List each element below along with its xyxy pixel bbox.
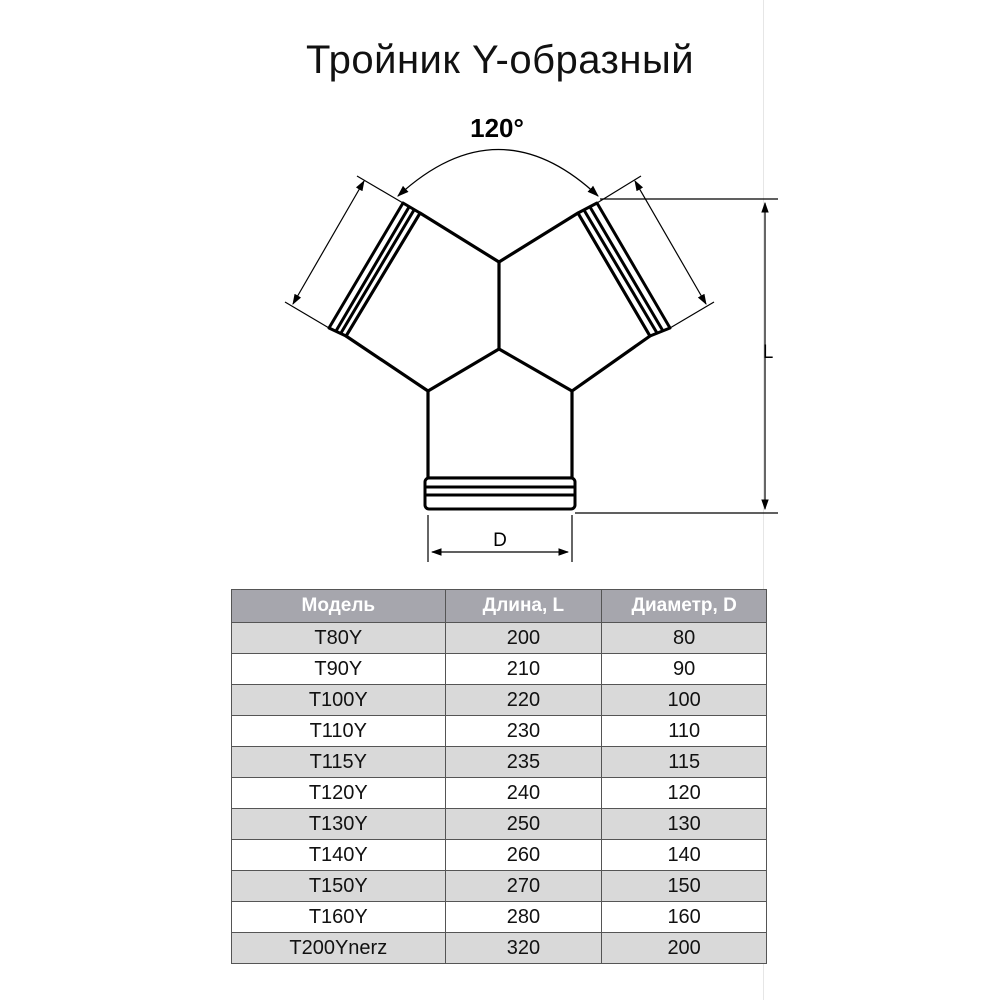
cell-model: T110Y bbox=[232, 716, 446, 747]
left-ext-line-bottom bbox=[285, 302, 329, 328]
cell-length: 250 bbox=[445, 809, 602, 840]
cell-model: T200Ynerz bbox=[232, 933, 446, 964]
table-row bbox=[232, 654, 767, 685]
right-ext-line-bottom bbox=[670, 302, 714, 328]
cell-diameter: 140 bbox=[602, 840, 767, 871]
table-row bbox=[232, 747, 767, 778]
diameter-label: D bbox=[493, 530, 507, 551]
cell-diameter: 110 bbox=[602, 716, 767, 747]
page-title: Тройник Y-образный bbox=[305, 38, 695, 82]
cell-length: 280 bbox=[445, 902, 602, 933]
bottom-collar bbox=[425, 478, 575, 509]
table-row bbox=[232, 623, 767, 654]
angle-label: 120° bbox=[470, 113, 524, 143]
table-header-row bbox=[232, 590, 767, 623]
header-length: Длина, L bbox=[445, 590, 602, 623]
diameter-dimension bbox=[428, 515, 572, 562]
header-model: Модель bbox=[232, 590, 446, 623]
table-row bbox=[232, 933, 767, 964]
angle-dimension bbox=[398, 113, 598, 196]
cell-model: T80Y bbox=[232, 623, 446, 654]
cell-length: 230 bbox=[445, 716, 602, 747]
table-row bbox=[232, 871, 767, 902]
angle-arc bbox=[398, 150, 598, 197]
cell-diameter: 80 bbox=[602, 623, 767, 654]
table-row bbox=[232, 809, 767, 840]
cell-diameter: 160 bbox=[602, 902, 767, 933]
cell-length: 270 bbox=[445, 871, 602, 902]
table-row bbox=[232, 840, 767, 871]
cell-model: T160Y bbox=[232, 902, 446, 933]
cell-length: 210 bbox=[445, 654, 602, 685]
table-row bbox=[232, 778, 767, 809]
cell-model: T130Y bbox=[232, 809, 446, 840]
cell-length: 320 bbox=[445, 933, 602, 964]
table-row bbox=[232, 685, 767, 716]
header-diameter: Диаметр, D bbox=[602, 590, 767, 623]
cell-diameter: 130 bbox=[602, 809, 767, 840]
cell-length: 240 bbox=[445, 778, 602, 809]
left-ext-line-top bbox=[357, 176, 403, 203]
table-row bbox=[232, 902, 767, 933]
cell-model: T100Y bbox=[232, 685, 446, 716]
cell-model: T120Y bbox=[232, 778, 446, 809]
spec-table bbox=[231, 589, 767, 964]
cell-diameter: 150 bbox=[602, 871, 767, 902]
cell-model: T140Y bbox=[232, 840, 446, 871]
cell-diameter: 120 bbox=[602, 778, 767, 809]
cell-diameter: 100 bbox=[602, 685, 767, 716]
cell-diameter: 200 bbox=[602, 933, 767, 964]
length-label: L bbox=[762, 342, 774, 363]
cell-model: T115Y bbox=[232, 747, 446, 778]
cell-diameter: 115 bbox=[602, 747, 767, 778]
cell-length: 260 bbox=[445, 840, 602, 871]
cell-model: T150Y bbox=[232, 871, 446, 902]
cell-length: 220 bbox=[445, 685, 602, 716]
cell-diameter: 90 bbox=[602, 654, 767, 685]
table-row bbox=[232, 716, 767, 747]
cell-length: 200 bbox=[445, 623, 602, 654]
cell-length: 235 bbox=[445, 747, 602, 778]
cell-model: T90Y bbox=[232, 654, 446, 685]
